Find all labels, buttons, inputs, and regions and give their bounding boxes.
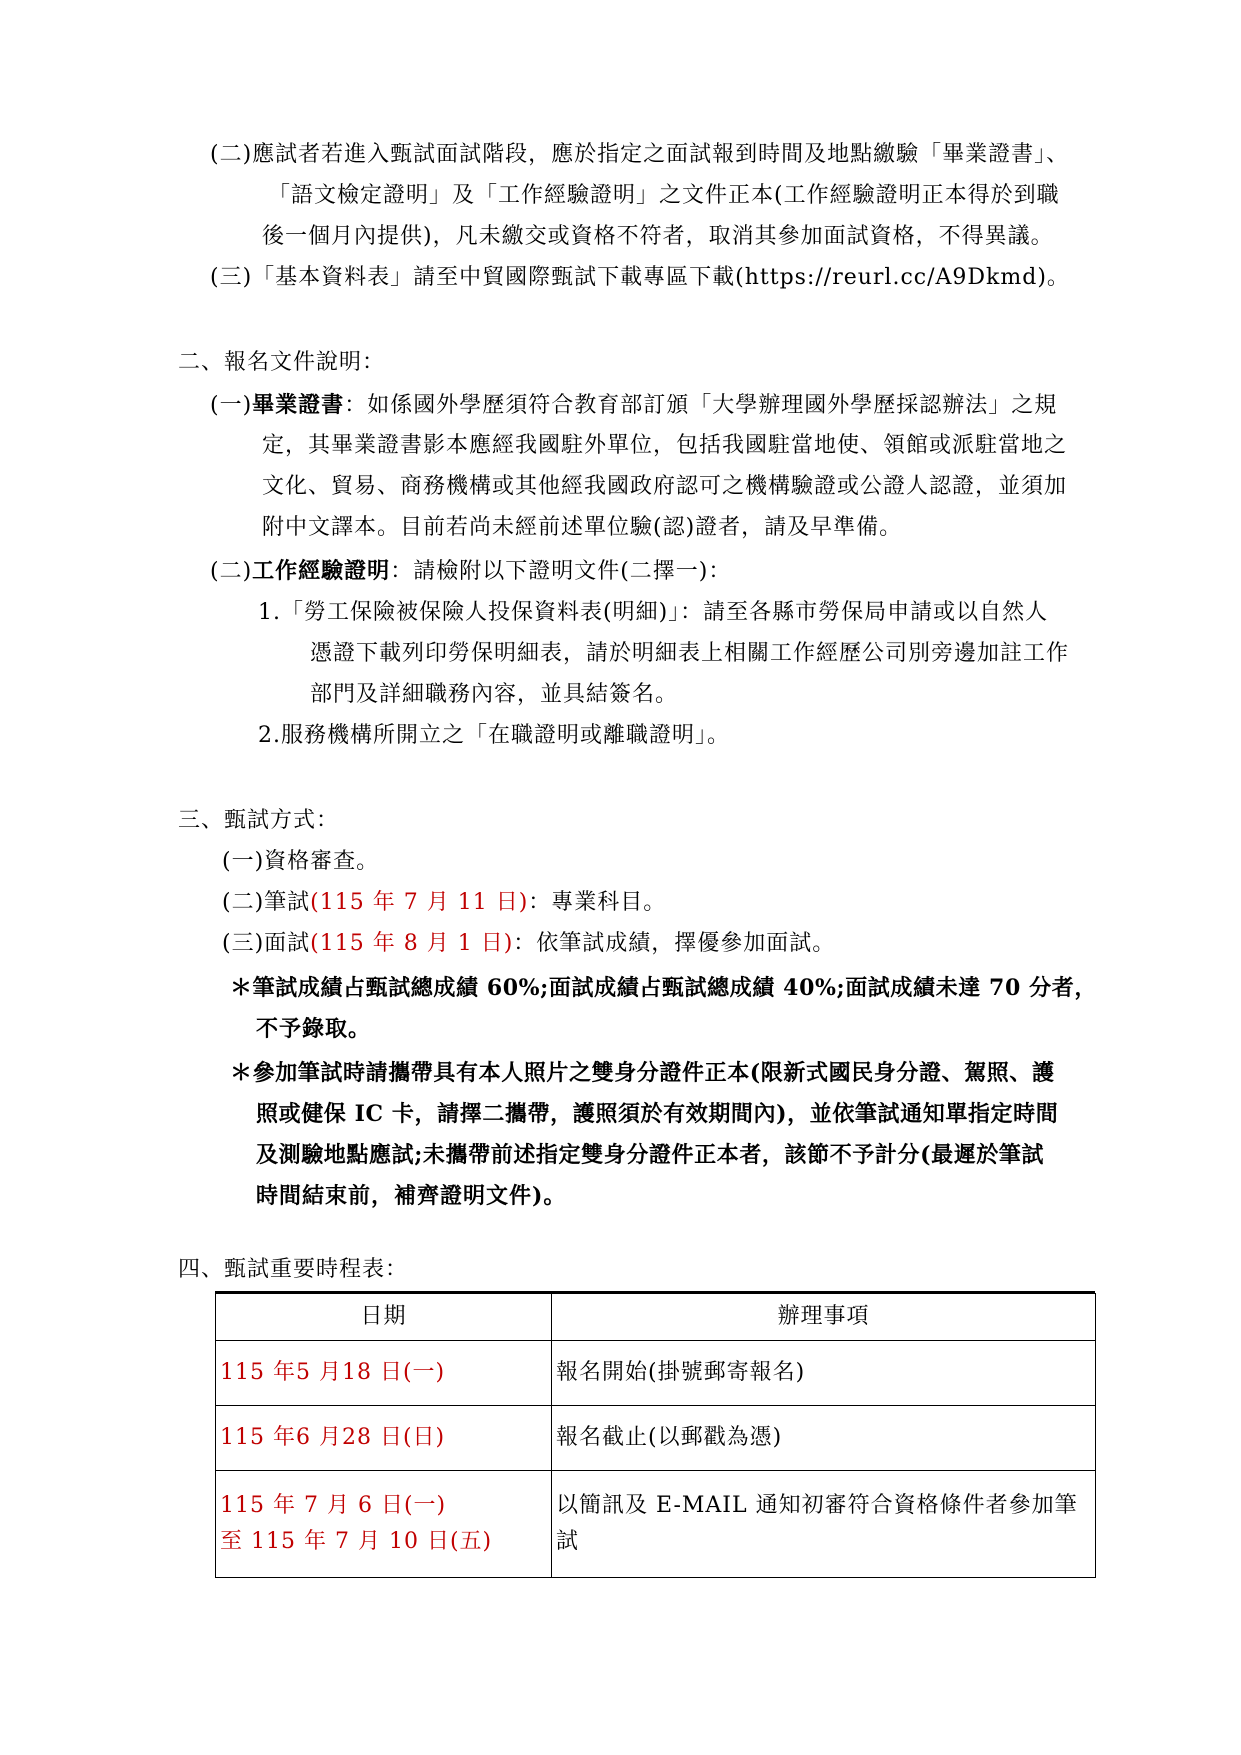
sec3-note2-line3: 及測驗地點應試;未攜帶前述指定雙身分證件正本者，該節不予計分(最遲於筆試	[256, 1142, 1045, 1168]
sec2-item-b1-line2: 憑證下載列印勞保明細表，請於明細表上相關工作經歷公司別旁邊加註工作	[310, 641, 1070, 666]
sec1-item2-line3: 後一個月內提供)，凡未繳交或資格不符者，取消其參加面試資格，不得異議。	[262, 224, 1054, 249]
sec2-item-b1-line3: 部門及詳細職務內容，並具結簽名。	[310, 682, 679, 707]
sec3-heading: 三、甄試方式：	[178, 808, 340, 833]
sec3-item2	[222, 888, 666, 918]
sec2-item-b-prefix: (二)	[210, 559, 253, 584]
row-item: 報名開始(掛號郵寄報名)	[552, 1341, 1096, 1406]
sec2-item-b-bold: 工作經驗證明	[252, 558, 391, 584]
col-header-date: 日期	[216, 1294, 552, 1341]
sec3-item3-date: (115 年 8 月 1 日)	[310, 931, 514, 956]
sec2-item-a-line1	[210, 390, 1057, 421]
sec2-item-a-rest: ：如係國外學歷須符合教育部訂頒「大學辦理國外學歷採認辦法」之規	[344, 393, 1058, 418]
row-date: 115 年5 月18 日(一)	[216, 1341, 552, 1406]
row-date	[216, 1471, 552, 1578]
row-date: 115 年6 月28 日(日)	[216, 1406, 552, 1471]
col-header-item: 辦理事項	[552, 1294, 1096, 1341]
sec1-item2-line2: 「語文檢定證明」及「工作經驗證明」之文件正本(工作經驗證明正本得於到職	[268, 183, 1060, 208]
sec3-note1-line2: 不予錄取。	[256, 1016, 372, 1042]
sec1-item3-line1: (三)「基本資料表」請至中貿國際甄試下載專區下載(https://reurl.cc/A9Dkmd)。	[210, 265, 1070, 290]
row-date-start: 115 年 7 月 6 日(一)	[220, 1493, 447, 1518]
row-item: 以簡訊及 E-MAIL 通知初審符合資格條件者參加筆試	[552, 1471, 1096, 1578]
sec3-note2-line1: ＊參加筆試時請攜帶具有本人照片之雙身分證件正本(限新式國民身分證、駕照、護	[230, 1060, 1055, 1086]
sec2-item-a-line4: 附中文譯本。目前若尚未經前述單位驗(認)證者，請及早準備。	[262, 515, 903, 540]
sec2-item-b2-line1: 2.服務機構所開立之「在職證明或離職證明」。	[258, 723, 730, 748]
sec3-item3-pre: (三)面試	[222, 931, 311, 956]
sec3-item2-date: (115 年 7 月 11 日)	[310, 890, 529, 915]
sec3-item3	[222, 929, 835, 959]
sec2-item-b-rest: ：請檢附以下證明文件(二擇一)：	[390, 559, 732, 584]
sec3-item2-post: ：專業科目。	[528, 890, 667, 915]
sec3-note2-line2: 照或健保 IC 卡，請擇二攜帶，護照須於有效期間內)，並依筆試通知單指定時間	[256, 1101, 1059, 1127]
sec2-item-a-line3: 文化、貿易、商務機構或其他經我國政府認可之機構驗證或公證人認證，並須加	[262, 474, 1068, 499]
sec2-item-a-line2: 定，其畢業證書影本應經我國駐外單位，包括我國駐當地使、領館或派駐當地之	[262, 433, 1068, 458]
sec3-item2-pre: (二)筆試	[222, 890, 311, 915]
sec3-item1: (一)資格審查。	[222, 849, 380, 874]
sec2-item-b1-line1: 1.「勞工保險被保險人投保資料表(明細)」：請至各縣市勞保局申請或以自然人	[258, 600, 1049, 625]
sec2-item-a-bold: 畢業證書	[252, 392, 345, 418]
table-header-row	[216, 1294, 1096, 1341]
sec2-item-a-prefix: (一)	[210, 393, 253, 418]
schedule-table	[215, 1293, 1096, 1578]
sec3-item3-post: ：依筆試成績，擇優參加面試。	[513, 931, 836, 956]
row-item: 報名截止(以郵戳為憑)	[552, 1406, 1096, 1471]
row-date-end: 至 115 年 7 月 10 日(五)	[220, 1529, 493, 1554]
sec1-item2-line1: (二)應試者若進入甄試面試階段，應於指定之面試報到時間及地點繳驗「畢業證書」、	[210, 142, 1070, 167]
table-row	[216, 1471, 1096, 1578]
sec3-note2-line4: 時間結束前，補齊證明文件)。	[256, 1183, 567, 1209]
sec3-note1-line1: ＊筆試成績占甄試總成績 60%;面試成績占甄試總成績 40%;面試成績未達 70 分者，	[230, 975, 1097, 1001]
sec2-heading: 二、報名文件說明：	[178, 350, 386, 375]
sec4-heading: 四、甄試重要時程表：	[178, 1257, 409, 1282]
table-row	[216, 1341, 1096, 1406]
table-row	[216, 1406, 1096, 1471]
sec2-item-b-line1	[210, 556, 731, 587]
